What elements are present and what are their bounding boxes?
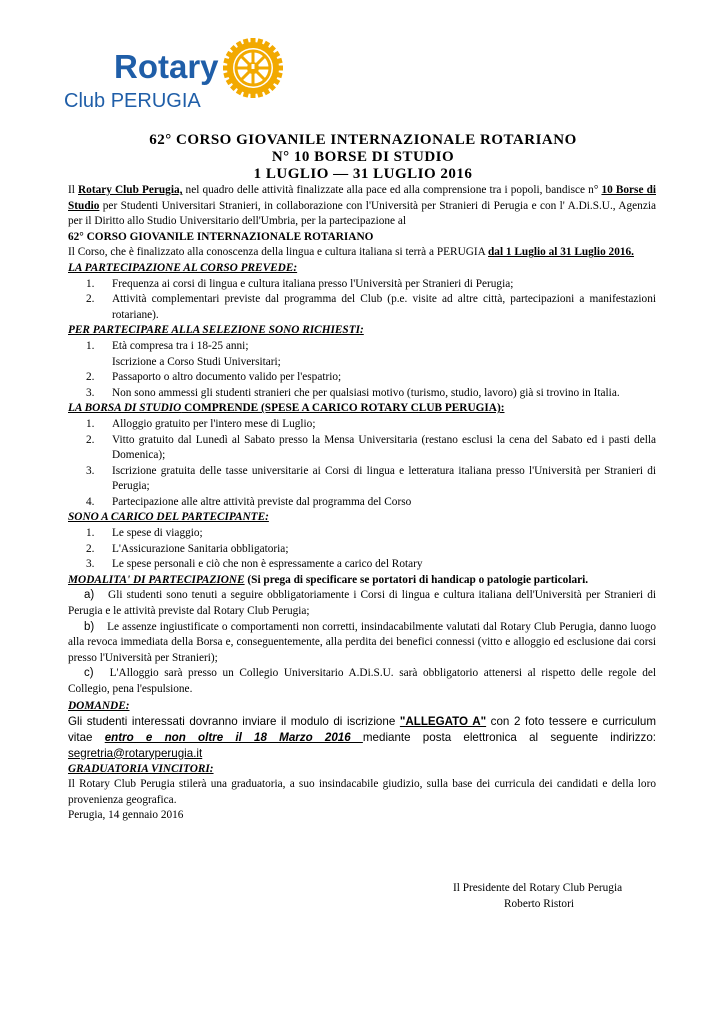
item-text: L'Assicurazione Sanitaria obbligatoria; — [112, 542, 289, 555]
club-name: Rotary Club Perugia, — [78, 184, 183, 196]
course-title: 62° CORSO GIOVANILE INTERNAZIONALE ROTARIANO — [68, 230, 374, 243]
list-item — [68, 557, 656, 573]
domande-text-e: mediante posta elettronica al seguente indirizzo: — [362, 730, 656, 744]
document-date: Perugia, 14 gennaio 2016 — [68, 809, 184, 822]
deadline: entro e non oltre il 18 Marzo 2016 — [104, 730, 363, 744]
wheel-tooth — [251, 38, 256, 44]
signature-role: Il Presidente del Rotary Club Perugia — [453, 882, 623, 894]
wheel-tooth — [223, 66, 229, 71]
document-body — [68, 183, 656, 824]
domande-text — [68, 714, 656, 762]
modalita-item — [68, 620, 656, 667]
item-text: L'Alloggio sarà presso un Collegio Universitario A.Di.S.U. sarà obbligatorio attenersi al rispetto delle regole del Collegio, pena l'espulsione. — [68, 667, 656, 695]
section-domande — [68, 698, 656, 762]
section-title-borsa-a: LA BORSA DI STUDIO — [68, 402, 182, 415]
item-text: Frequenza ai corsi di lingua e cultura italiana presso l'Università per Stranieri di Perugia; — [112, 277, 514, 290]
item-text: Non sono ammessi gli studenti stranieri che per qualsiasi motivo (turismo, studio, lavoro) già si trovino in Italia. — [112, 386, 620, 399]
list-item — [68, 417, 656, 433]
section-title-partecipazione: LA PARTECIPAZIONE AL CORSO PREVEDE: — [68, 261, 298, 274]
item-number: 2. — [86, 293, 95, 306]
item-text: Le assenze ingiustificate o comportamenti non corretti, insindacabilmente valutati dal Rotary Club Perugia, danno luogo alla revoca immediata della Borsa e, conseguentemente, alla perdita dei benefici connessi (vitto e alloggio ed esclusione dai corsi presso l'Università per Stranieri); — [68, 620, 656, 664]
header-line-3: 1 LUGLIO — 31 LUGLIO 2016 — [253, 166, 473, 182]
item-number: 1. — [86, 527, 95, 540]
list-item — [68, 542, 656, 558]
list-item — [68, 433, 656, 464]
document-header — [68, 132, 658, 183]
borse-count: 10 Borse di Studio — [68, 184, 656, 212]
item-number: 1. — [86, 339, 95, 352]
item-number: 1. — [86, 277, 95, 290]
email-link[interactable]: segretria@rotaryperugia.it — [68, 746, 203, 760]
list-item — [68, 370, 656, 386]
modalita-item — [68, 666, 656, 697]
list-item — [68, 292, 656, 323]
item-number: 4. — [86, 495, 95, 508]
section-title-graduatoria: GRADUATORIA VINCITORI: — [68, 762, 214, 775]
signature-name: Roberto Ristori — [504, 898, 574, 910]
course-paragraph — [68, 245, 656, 261]
item-letter: a) — [84, 589, 95, 602]
list-item — [68, 277, 656, 293]
list-item — [68, 495, 656, 511]
item-number: 2. — [86, 542, 95, 555]
section-title-modalita — [68, 573, 656, 589]
section-title-modalita-b: (Si prega di specificare se portatori di handicap o patologie particolari. — [244, 573, 589, 586]
wheel-tooth — [277, 66, 283, 71]
list-item — [68, 464, 656, 495]
item-text: Alloggio gratuito per l'intero mese di Luglio; — [112, 417, 316, 430]
list-borsa — [68, 417, 656, 511]
list-item — [68, 339, 656, 355]
modalita-item — [68, 588, 656, 619]
item-text: Iscrizione gratuita delle tasse universitarie ai Corsi di lingua e letteratura italiana presso l'Università per Stranieri di Perugia; — [112, 464, 656, 493]
item-number: 3. — [86, 386, 95, 399]
list-requisiti — [68, 339, 656, 401]
list-carico — [68, 526, 656, 573]
logo-rotary-text: Rotary — [114, 48, 219, 85]
item-letter: b) — [84, 620, 95, 633]
item-text: Passaporto o altro documento valido per l'espatrio; — [112, 371, 342, 384]
intro-text: per Studenti Universitari Stranieri, in collaborazione con l'Università per Stranieri di Perugia e con l' A.Di.S.U., Agenzia per il Diritto allo Studio Universitario dell'Umbria, per la partecipazione al — [68, 199, 656, 228]
wheel-tooth — [251, 92, 256, 98]
section-title-borsa-b: COMPRENDE (SPESE A CARICO ROTARY CLUB PERUGIA): — [181, 402, 505, 415]
intro-text: Il — [68, 184, 79, 196]
section-title-borsa — [68, 401, 656, 417]
list-item — [68, 526, 656, 542]
item-number: 3. — [86, 464, 95, 477]
header-line-2: N° 10 BORSE DI STUDIO — [271, 149, 455, 165]
item-text: Attività complementari previste dal programma del Club (p.e. visite ad altre città, partecipazioni a manifestazioni rotariane). — [112, 293, 656, 321]
section-title-domande: DOMANDE: — [68, 699, 130, 712]
item-number: 3. — [86, 558, 95, 571]
domande-text-c: con 2 foto tessere e curriculum vitae — [68, 714, 656, 744]
list-partecipazione — [68, 277, 656, 324]
item-text: Iscrizione a Corso Studi Universitari; — [112, 355, 281, 368]
header-line-1: 62° CORSO GIOVANILE INTERNAZIONALE ROTARIANO — [149, 132, 577, 148]
rotary-club-logo — [64, 36, 304, 116]
section-title-requisiti: PER PARTECIPARE ALLA SELEZIONE SONO RICHIESTI: — [68, 324, 364, 337]
course-text: Il Corso, che è finalizzato alla conoscenza della lingua e cultura italiana si terrà a PERUGIA — [68, 246, 489, 259]
item-number: 2. — [86, 433, 95, 446]
item-text: Età compresa tra i 18-25 anni; — [112, 339, 249, 352]
rotary-wheel-icon — [221, 36, 285, 100]
graduatoria-text: Il Rotary Club Perugia stilerà una graduatoria, a suo insindacabile giudizio, sulla base dei curricula dei candidati e della loro provenienza geografica. — [68, 778, 656, 806]
item-letter: c) — [84, 667, 94, 680]
item-text: Partecipazione alle altre attività previste dal programma del Corso — [112, 495, 412, 508]
intro-text: nel quadro delle attività finalizzate alla pace ed alla comprensione tra i popoli, bandisce n° — [182, 184, 602, 196]
course-dates: dal 1 Luglio al 31 Luglio 2016. — [488, 246, 634, 259]
item-text: Le spese di viaggio; — [112, 527, 203, 540]
allegato-label: "ALLEGATO A" — [399, 714, 487, 728]
logo-club-text: Club PERUGIA — [64, 90, 201, 112]
item-number: 2. — [86, 371, 95, 384]
list-item — [68, 386, 656, 402]
item-text: Gli studenti sono tenuti a seguire obbligatoriamente i Corsi di lingua e cultura italiana dell'Università per Stranieri di Perugia e le attività previste dal Rotary Club Perugia; — [68, 589, 656, 618]
section-title-carico: SONO A CARICO DEL PARTECIPANTE: — [68, 511, 269, 524]
list-item — [68, 355, 656, 371]
item-text: Le spese personali e ciò che non è espressamente a carico del Rotary — [112, 558, 423, 571]
item-text: Vitto gratuito dal Lunedì al Sabato presso la Mensa Universitaria (restano esclusi la cena del Sabato ed i pasti della Domenica); — [112, 433, 656, 462]
section-title-modalita-a: MODALITA' DI PARTECIPAZIONE — [68, 573, 245, 586]
domande-text-a: Gli studenti interessati dovranno inviare il modulo di iscrizione — [68, 714, 400, 728]
intro-paragraph — [68, 183, 656, 230]
item-number: 1. — [86, 417, 95, 430]
